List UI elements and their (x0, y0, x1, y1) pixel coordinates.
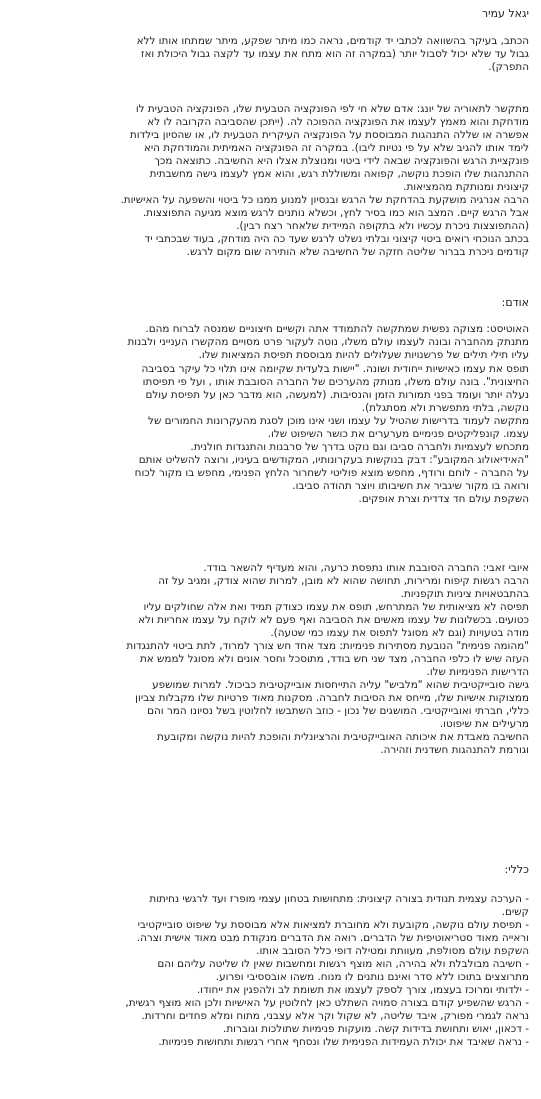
intro-line: גבול עד שלא יכול לסבול יותר (במקרה זה הוא מתח את עצמו עד לקצה גבול היכולת ואז (140, 48, 529, 60)
jung-line: לימד אותו להגיב שלא על פי נטיות ליבו). במקרה זה הפונקציה האמיתית והמודחקת היא (143, 142, 529, 154)
general-line: - ילדותי ומרוכז בעצמו, צורך לספק לעצמו את תשומת לב ולהפגין את ייחודו. (196, 984, 529, 996)
general-line: קשים. (501, 906, 529, 918)
general-line: מתרוצצים בתוכו ללא סדר ואינם נותנים לו מנוח. משהו אובססיבי ופרוע. (215, 971, 529, 983)
odem-line: השקפת עולם חד צדדית וצרת אופקים. (358, 493, 529, 505)
jung-line: הרבה אנרגיה מושקעת בהדחקת של הרגש ובנסיון למנוע ממנו כל ביטוי והשפעה על האישיות. (120, 194, 529, 206)
enemy-line: "מהומה פנימית" הנובעת מסתירות פנימיות: מצד אחד חש צורך למרוד, לתת ביטוי להתנגדות (126, 640, 529, 652)
general-line: - תפיסת עולם נוקשה, מקובעת ולא מחוברת למציאות אלא מבוססת על שיפוט סובייקטיבי (137, 919, 529, 931)
odem-line: על החברה - לוחם ורודף, מחפש מוצא פוליטי לשחרור הלחץ הפנימי, מחפש בו מקור לכוח (134, 467, 529, 479)
enemy-line: איובי זאבי: החברה הסובבת אותו נתפסת כרעה, והוא מעדיף להשאר בודד. (203, 562, 529, 574)
general-line: - דכאון, יאוש ותחושת בדידות קשה. מועקות פנימיות שתולכות וגוברות. (223, 1023, 529, 1035)
odem-line: מתקשה לעמוד בדרישות שהטיל על עצמו ושני אינו מוכן לסגת מהעקרונות החמורים של (148, 415, 529, 427)
jung-line: (ההתפוצצות ניכרת עכשיו ולא בתקופה המיידית שלאחר רצח רבין). (236, 220, 529, 232)
odem-line: מתכחש לעצמיות ולחברה סביבו וגם נוקט בדרך של סרבנות והתנגדות חולנית. (190, 441, 529, 453)
enemy-line: הדרישות הפנימיות שלו. (426, 666, 529, 678)
jung-line: ההתנהגות שלו הופכת נוקשה, קפואה ומשוללת רגש, והוא אמץ לעצמו גישה מחשבתית (149, 168, 529, 180)
odem-line: עצמו. קונפליקטים פנימיים מערערים את כושר השיפוט שלו. (267, 428, 529, 440)
general-line: נראה לגמרי מפורק, איבד שליטה, לא שקול וקר אלא עצבני, מתוח ומלא פחדים וחרדות. (141, 1010, 529, 1022)
general-line: וראייה מאוד סטריאוטיפית של הדברים. רואה את הדברים מנקודת מבט מאוד אישית וצרה. (136, 932, 529, 944)
odem-line: ורואה בו מקור שיגביר את חשיבותו ויוצר תהודה סביבו. (292, 480, 529, 492)
jung-line: קיצונית ומנותקת מהמציאות. (403, 181, 529, 193)
general-line: השקפת עולם מסולפת, מעוותת ומטילה דופי כלל הסובב אותו. (256, 945, 529, 957)
jung-line: בכתב הנוכחי רואים ביטוי קיצוני ובלתי נשלט לרגש שעד כה היה מודחק, בעוד שבכתבי יד (144, 233, 529, 245)
intro-line: התפרק). (488, 61, 529, 73)
enemy-line: מודה בטעויות (וגם לא מסוגל לתפוס את עצמו כמי שטעה). (270, 627, 529, 639)
odem-line: עליו תילי תילים של פרשנויות שעלולים להיות מבוססת תפיסת המציאות שלו. (198, 349, 529, 361)
odem-line: מתנתק מהחברה ובונה לעצמו עולם משלו, נוטה לעקור פרט מסויים מהקשרו הענייני ולבנות (127, 336, 529, 348)
odem-line: האוטיסט: מצוקה נפשית שמתקשה להתמודד אתה וקשיים חיצוניים שמנסה לברוח מהם. (145, 323, 529, 335)
jung-line: פונקציית הרגש והפונקציה שבאה לידי ביטוי ומנוצלת אצלו היא החשיבה. כתוצאה מכך (154, 155, 529, 167)
enemy-line: כללי, חברתי ואובייקטיבי. המושגים של נכון - כוזב השתבשו לחלוטין בשל נסיונו המר והם (147, 705, 529, 717)
section-heading-general: כללי: (504, 864, 529, 876)
jung-line: קודמים ניכרת בברור שליטה חזקה של החשיבה שלא הותירה שום מקום לרגש. (186, 246, 529, 258)
general-line: - הרגש שהשפיע קודם בצורה סמויה השתלט כאן לחלוטין על האישיות ולכן הוא מוצף רגשית, (125, 997, 529, 1009)
general-line: - הערכה עצמית תנודית בצורה קיצונית: מתחושות בטחון עצמי מופרז ועד לרגשי נחיתות (149, 893, 529, 905)
enemy-line: מרעילים את שיפוטו. (439, 718, 529, 730)
jung-line: מודחקת והוא מאמץ לעצמו את הפונקציה ההפוכה לה. (ייתכן שהסביבה הקרובה לו לא (147, 116, 529, 128)
enemy-line: גישה סובייקטיבית שהוא "מלביש" עליה התייחסות אובייקטיבית כביכול. למרות שמושפע (152, 679, 529, 691)
odem-line: נוקשה, בלתי מתפשרת ולא מסתגלת). (361, 402, 529, 414)
jung-line: אפשרה או שללה התנהגות המבוססת על הפונקציה העיקרית הטבעית לו, או שהסיון בילדות (129, 129, 529, 141)
enemy-line: וגורמת להתנהגות חשדנית וזהירה. (380, 744, 529, 756)
enemy-line: החשיבה מאבדת את איכותה האובייקטיבית והרציונלית והופכת להיות נוקשה ומקובעת (156, 731, 529, 743)
odem-line: נעלה יותר ועומד בפני תמורות הזמן והנסיבות. (למעשה, הוא מדבר כאן על תפיסת עולם (145, 389, 529, 401)
jung-line: אבל הרגש קיים. המצב הוא כמו בסיר לחץ, וכשלא נותנים לרגש מוצא מגיעה התפוצצות. (142, 207, 529, 219)
enemy-line: העזה שיש לו כלפי החברה, מצד שני חש בודד, מתוסכל וחסר אונים ולא מסוגל לממש את (139, 653, 529, 665)
enemy-line: ממצוקות אישיות שלו, מייחס את הסיבות לחברה. מסקנות מאוד פרטיות שלו מקבלות צביון (135, 692, 529, 704)
enemy-line: הרבה רגשות קיפוח ומרירות, תחושה שהוא לא מובן, למרות שהוא צודק, ומגיב על זה (158, 575, 529, 587)
odem-line: תופס את עצמו כאישיות ייחודית ושונה. "יישות בלעדית שקיומה אינו תלוי כל עיקר בסביבה (141, 363, 529, 375)
jung-line: מתקשר לתאוריה של יונג: אדם שלא חי לפי הפונקציה הטבעית שלו, הפונקציה הטבעית לו (135, 103, 529, 115)
enemy-line: בהתבטאויות ציניות תוקפניות. (400, 588, 529, 600)
general-line: - נראה שאיבד את יכולת העמידות הפנימית שלו ונסחף אחרי רגשות ותחושות פנימיות. (158, 1036, 529, 1048)
general-line: - חשיבה מבולבלת ולא בהירה, הוא מוצף רגשות ומחשבות שאין לו שליטה עליהם והם (157, 958, 529, 970)
author-name: יגאל עמיר (481, 8, 529, 20)
odem-line: "האידיאולוג המקובע": דבק בנוקשות בעקרונותיו, המקודשים בעיניו, ורוצה להשליט אותם (138, 454, 529, 466)
enemy-line: תפיסה לא מציאותית של המתרחש, תופס את עצמו כצודק תמיד ואת אלה שחולקים עליו (143, 601, 529, 613)
section-heading-odem: אודם: (501, 297, 529, 309)
intro-line: הכתב, בעיקר בהשוואה לכתבי יד קודמים, נראה כמו מיתר שפקע, מיתר שמתחו אותו ללא (136, 35, 529, 47)
odem-line: החיצונית". בונה עולם משלו, מנותק מהערכים של החברה הסובבת אותו , ועל פי תפיסתו (142, 376, 529, 388)
enemy-line: כטועים. בכשלונות של עצמו מאשים את הסביבה ואף פעם לא לוקח על עצמו אחריות ולא (138, 614, 529, 626)
